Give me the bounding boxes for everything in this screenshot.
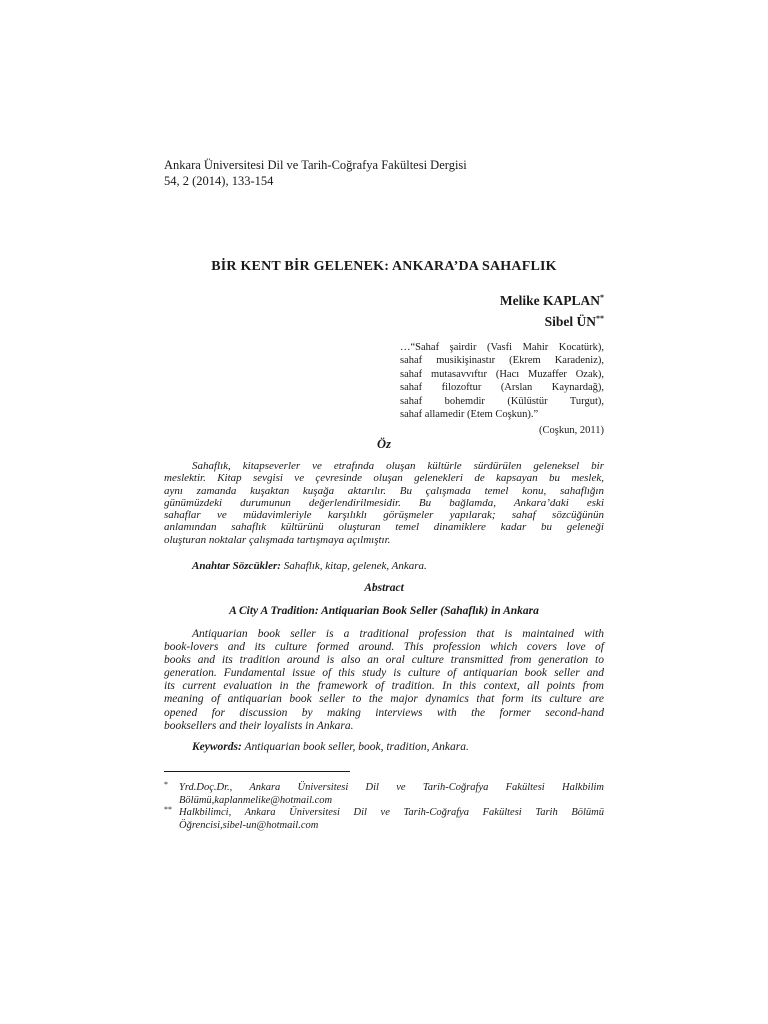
- keywords-label: Anahtar Sözcükler:: [192, 560, 281, 572]
- oz-line: aynı zamanda kuşaktan kuşağa aktarılır. Bu çalışmada temel konu, sahaflığın: [164, 484, 604, 497]
- abstract-line: books and its tradition around is also an oral culture transmitted from generation to: [164, 654, 604, 667]
- epigraph-citation: (Coşkun, 2011): [539, 425, 604, 437]
- oz-paragraph: [164, 460, 604, 546]
- abstract-line: booksellers and their loyalists in Ankara.: [164, 719, 354, 732]
- footnote-line: Yrd.Doç.Dr., Ankara Üniversitesi Dil ve Tarih-Coğrafya Fakültesi Halkbilim: [179, 782, 604, 793]
- author-2: [500, 310, 604, 331]
- footnote-mark: **: [596, 314, 604, 323]
- footnote-line: Öğrencisi,sibel-un@hotmail.com: [179, 820, 319, 831]
- oz-line: Sahaflık, kitapseverler ve etrafında oluşan kültürle sürdürülen geleneksel bir: [192, 460, 604, 472]
- abstract-paragraph: [164, 628, 604, 733]
- abstract-keywords: [192, 741, 469, 753]
- epigraph: [400, 341, 604, 438]
- abstract-line: book-lovers and its culture formed around. This profession which covers love of: [164, 641, 604, 654]
- footnote-line: Halkbilimci, Ankara Üniversitesi Dil ve Tarih-Coğrafya Fakültesi Tarih Bölümü: [179, 807, 604, 818]
- epigraph-line: sahaf musikişinastır (Ekrem Karadeniz),: [400, 355, 604, 367]
- epigraph-line: sahaf filozoftur (Arslan Kaynardağ),: [400, 382, 604, 394]
- epigraph-line: sahaf mutasavvıftır (Hacı Muzaffer Ozak),: [400, 368, 604, 380]
- author-list: [500, 289, 604, 331]
- footnote-divider: [164, 771, 350, 772]
- abstract-heading: Abstract: [364, 582, 404, 594]
- keywords-text: Sahaflık, kitap, gelenek, Ankara.: [283, 560, 427, 572]
- footnote-line: Bölümü,kaplanmelike@hotmail.com: [179, 795, 333, 806]
- footnote-text: [179, 806, 604, 832]
- abstract-line: generation. Fundamental issue of this study is culture of antiquarian book seller and: [164, 667, 604, 680]
- keywords-label: Keywords:: [192, 741, 242, 753]
- oz-line: günümüzdeki durumunun değerlendirilmesidir. Bu bağlamda, Ankara’daki eski: [164, 496, 604, 509]
- epigraph-line: …“Sahaf şairdir (Vasfi Mahir Kocatürk),: [400, 342, 604, 353]
- oz-heading: Öz: [377, 437, 391, 451]
- author-name: Sibel ÜN: [544, 314, 596, 329]
- journal-name: Ankara Üniversitesi Dil ve Tarih-Coğrafya Fakültesi Dergisi: [164, 158, 467, 172]
- footnote-1: [164, 781, 604, 807]
- epigraph-line: sahaf allamedir (Etem Coşkun).”: [400, 409, 539, 421]
- footnote-2: [164, 806, 604, 832]
- keywords-text: Antiquarian book seller, book, tradition, Ankara.: [244, 741, 469, 753]
- oz-line: sahaflar ve müdavimleriyle karşılıklı görüşmeler yapılarak; sahaf sözcüğünün: [164, 509, 604, 522]
- oz-line: anlamından sahaflık kültürünü oluşturan temel dinamiklere kadar bu geleneği: [164, 521, 604, 534]
- footnote-mark: **: [164, 805, 172, 814]
- article-title: BİR KENT BİR GELENEK: ANKARA’DA SAHAFLIK: [211, 259, 557, 274]
- abstract-line: opened for discussion by making interviews with the former second-hand: [164, 706, 604, 719]
- journal-header: [164, 157, 467, 189]
- oz-line: oluşturan noktalar çalışmada tartışmaya açılmıştır.: [164, 533, 391, 546]
- abstract-line: Antiquarian book seller is a traditional profession that is maintained with: [192, 628, 604, 640]
- journal-issue: 54, 2 (2014), 133-154: [164, 174, 274, 188]
- abstract-line: meaning of antiquarian book seller to the major dynamics that form its culture are: [164, 693, 604, 706]
- author-name: Melike KAPLAN: [499, 293, 600, 308]
- abstract-line: its current evaluation in the framework of tradition. In this context, all points from: [164, 680, 604, 693]
- footnote-mark: *: [600, 293, 604, 302]
- oz-line: meslektir. Kitap sevgisi ve çevresinde oluşan gelenekleri de kapsayan bu meslek,: [164, 472, 604, 485]
- oz-keywords: [192, 560, 427, 572]
- footnote-text: [179, 781, 604, 807]
- english-title: A City A Tradition: Antiquarian Book Seller (Sahaflık) in Ankara: [229, 605, 539, 617]
- epigraph-line: sahaf bohemdir (Külüstür Turgut),: [400, 395, 604, 407]
- footnote-mark: *: [164, 780, 168, 789]
- author-1: [500, 289, 604, 310]
